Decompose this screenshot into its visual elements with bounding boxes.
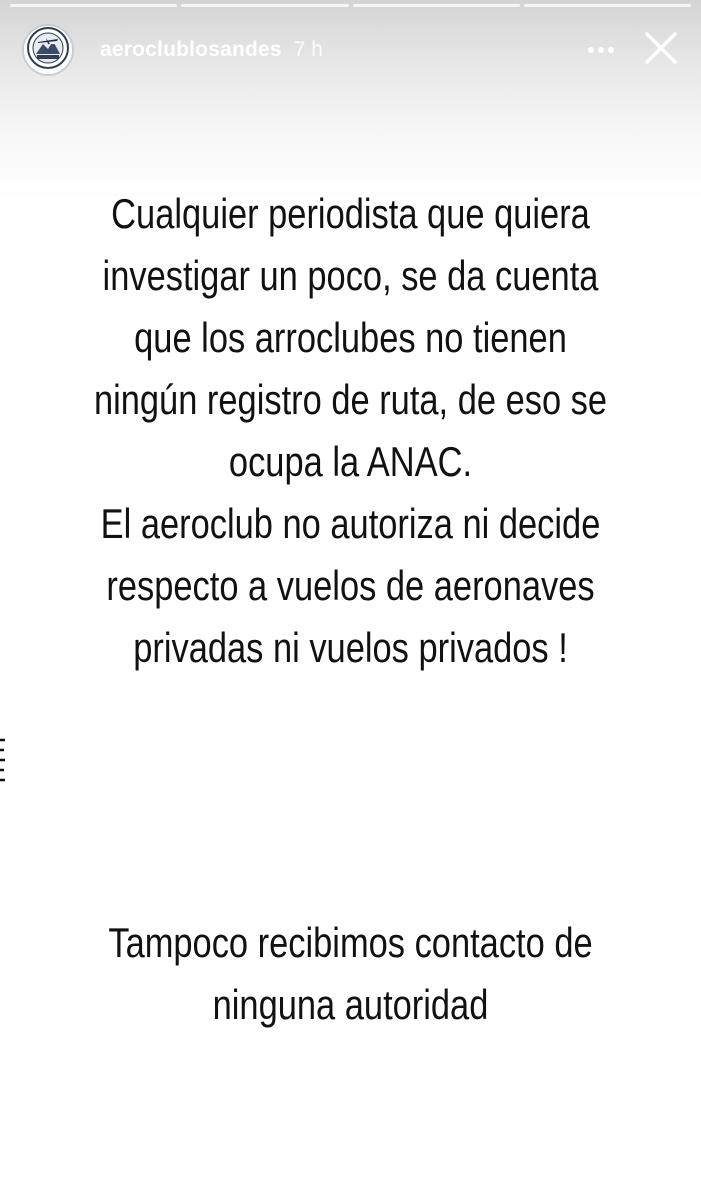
more-options-button[interactable] — [581, 30, 621, 70]
aeroclub-logo-icon — [26, 26, 70, 75]
close-icon — [644, 31, 678, 70]
story-header — [22, 22, 683, 78]
edge-sticker-fragment — [0, 738, 6, 782]
story-progress-bar — [10, 4, 691, 7]
avatar[interactable] — [22, 24, 74, 76]
progress-segment — [10, 4, 177, 7]
progress-segment — [353, 4, 520, 7]
story-secondary-text: Tampoco recibimos contacto de ninguna autoridad — [108, 919, 593, 1028]
progress-segment — [524, 4, 691, 7]
story-main-text: Cualquier periodista que quiera investigar un poco, se da cuenta que los arroclubes no tienen ningún registro de ruta, de eso se ocupa la ANAC. El aeroclub no autoriza ni decide respecto a vuelos de aeronaves privadas ni vuelos privados ! — [93, 190, 608, 671]
more-options-icon — [587, 41, 615, 59]
story-username[interactable]: aeroclublosandes — [100, 38, 282, 61]
story-timestamp: 7 h — [293, 38, 323, 61]
close-button[interactable] — [639, 28, 683, 72]
progress-segment — [181, 4, 348, 7]
